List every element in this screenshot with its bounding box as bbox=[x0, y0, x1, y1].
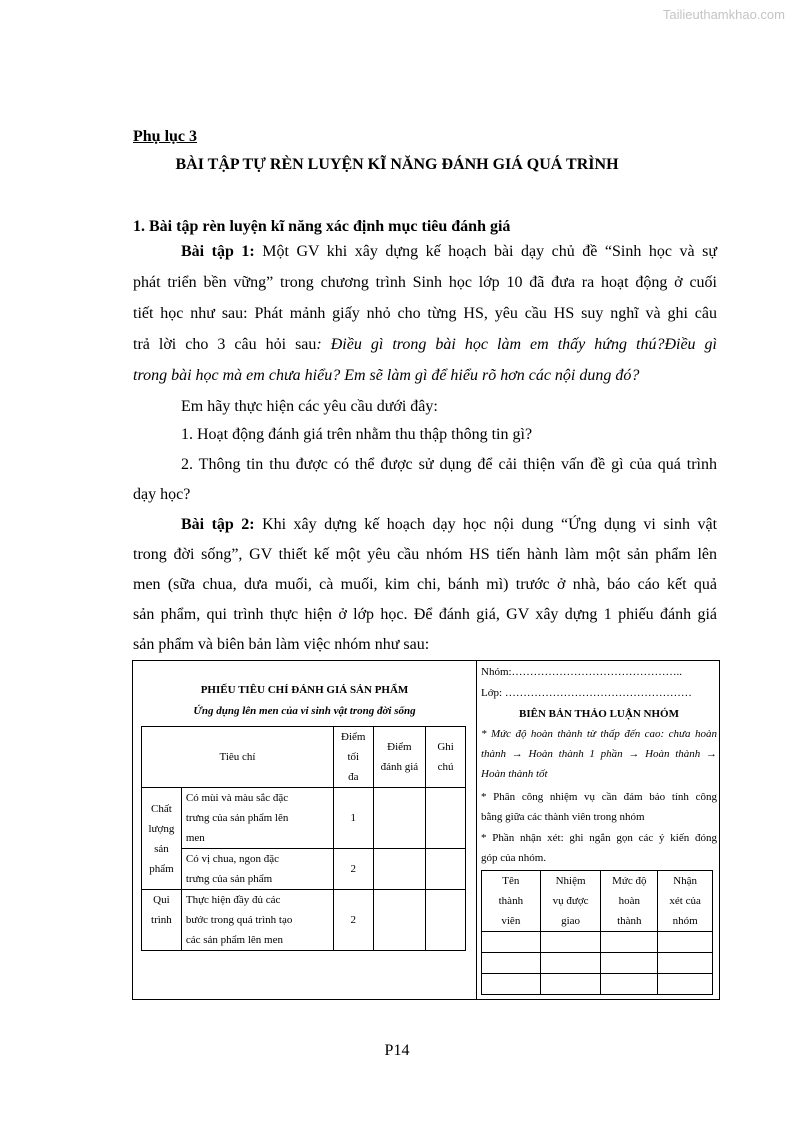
exercise2-line2: trong đời sống”, GV thiết kế một yêu cầu nhóm HS tiến hành làm một sản phẩm lên bbox=[133, 546, 717, 563]
exercise2-line4: sản phẩm, qui trình thực hiện ở lớp học. Để đánh giá, GV xây dựng 1 phiếu đánh giá bbox=[133, 606, 717, 623]
max-score-cell: 2 bbox=[333, 890, 373, 951]
header-criteria: Tiêu chí bbox=[142, 727, 334, 788]
table-row bbox=[482, 953, 713, 974]
score-cell bbox=[373, 849, 426, 890]
table-row bbox=[142, 890, 466, 951]
forms-divider bbox=[476, 661, 477, 999]
evaluation-table bbox=[141, 726, 466, 951]
table-header-row bbox=[142, 727, 466, 788]
header-score: Điểm đánh giá bbox=[373, 727, 426, 788]
table-row bbox=[482, 932, 713, 953]
completion-note: * Mức độ hoàn thành từ thấp đến cao: chưa hoàn thành → Hoàn thành 1 phần → Hoàn thành → Hoàn thành tốt bbox=[481, 728, 717, 780]
table-header-row bbox=[482, 871, 713, 932]
note-cell bbox=[426, 849, 466, 890]
score-cell bbox=[373, 788, 426, 849]
exercise2-label: Bài tập 2: bbox=[181, 516, 255, 533]
criterion-taste: Có vị chua, ngon đặc trưng của sản phẩm bbox=[181, 849, 333, 890]
group-quality: Chất lượng sản phẩm bbox=[142, 788, 182, 890]
forms-container bbox=[132, 660, 720, 1000]
table-row bbox=[142, 849, 466, 890]
exercise1-prompt: Em hãy thực hiện các yêu cầu dưới đây: bbox=[181, 398, 438, 415]
note-cell bbox=[426, 788, 466, 849]
exercise1-q2-line1: 2. Thông tin thu được có thể được sử dụng để cải thiện vấn đề gì của quá trình bbox=[181, 456, 717, 473]
exercise1-line5: trong bài học mà em chưa hiểu? Em sẽ làm gì để hiểu rõ hơn các nội dung đó? bbox=[133, 367, 640, 384]
comment-note: * Phần nhận xét: ghi ngắn gọn các ý kiến đóng góp của nhóm. bbox=[481, 832, 717, 864]
max-score-cell: 2 bbox=[333, 849, 373, 890]
exercise1-line3: tiết học như sau: Phát mảnh giấy nhỏ cho từng HS, yêu cầu HS suy nghĩ và ghi câu bbox=[133, 305, 717, 322]
exercise1-line4 bbox=[133, 336, 717, 354]
header-note: Ghi chú bbox=[426, 727, 466, 788]
exercise1-text: Một GV khi xây dựng kế hoạch bài dạy chủ đề “Sinh học và sự bbox=[254, 243, 718, 260]
table-row bbox=[482, 974, 713, 995]
exercise1-q1: 1. Hoạt động đánh giá trên nhằm thu thập thông tin gì? bbox=[181, 426, 533, 443]
section-heading: 1. Bài tập rèn luyện kĩ năng xác định mục tiêu đánh giá bbox=[133, 218, 511, 235]
appendix-label: Phụ lục 3 bbox=[133, 128, 198, 145]
minutes-table bbox=[481, 870, 713, 995]
exercise2-line5: sản phẩm và biên bản làm việc nhóm như sau: bbox=[133, 636, 430, 653]
evaluation-form-subtitle: Ứng dụng lên men của vi sinh vật trong đời sống bbox=[193, 705, 416, 717]
criterion-smell-color: Có mùi và màu sắc đặc trưng của sản phẩm lên men bbox=[181, 788, 333, 849]
exercise1-q2-line2: dạy học? bbox=[133, 486, 191, 503]
page-title: BÀI TẬP TỰ RÈN LUYỆN KĨ NĂNG ĐÁNH GIÁ QUÁ TRÌNH bbox=[175, 156, 619, 173]
header-max-score: Điểm tối đa bbox=[333, 727, 373, 788]
group-name-line: Nhóm:……………………………………….. bbox=[481, 666, 683, 678]
header-comment: Nhận xét của nhóm bbox=[658, 871, 713, 932]
header-member: Tên thành viên bbox=[482, 871, 541, 932]
assignment-note: * Phân công nhiệm vụ cần đảm bảo tính công bằng giữa các thành viên trong nhóm bbox=[481, 791, 717, 823]
page-number: P14 bbox=[384, 1042, 410, 1059]
exercise2-line1 bbox=[181, 516, 717, 534]
header-task: Nhiệm vụ được giao bbox=[540, 871, 601, 932]
exercise1-line1 bbox=[181, 243, 717, 261]
exercise1-line2: phát triển bền vững” trong chương trình Sinh học lớp 10 đã đưa ra hoạt động ở cuối bbox=[133, 274, 717, 291]
evaluation-form-title: PHIẾU TIÊU CHÍ ĐÁNH GIÁ SẢN PHẨM bbox=[200, 684, 409, 696]
exercise1-question: : Điều gì trong bài học làm em thấy hứng thú?Điều gì bbox=[316, 336, 717, 353]
header-completion: Mức độ hoàn thành bbox=[601, 871, 658, 932]
table-row bbox=[142, 788, 466, 849]
exercise2-line3: men (sữa chua, dưa muối, cà muối, kim chi, bánh mì) trước ở nhà, báo cáo kết quả bbox=[133, 576, 717, 593]
exercise1-line4-normal: trả lời cho 3 câu hỏi sau bbox=[133, 336, 317, 353]
minutes-title: BIÊN BẢN THẢO LUẬN NHÓM bbox=[519, 708, 679, 720]
exercise1-label: Bài tập 1: bbox=[181, 243, 255, 260]
watermark: Tailieuthamkhao.com bbox=[662, 7, 785, 22]
exercise2-text: Khi xây dựng kế hoạch dạy học nội dung “Ứng dụng vi sinh vật bbox=[254, 516, 718, 533]
criterion-steps: Thực hiện đầy đủ các bước trong quá trình tạo các sản phẩm lên men bbox=[181, 890, 333, 951]
note-cell bbox=[426, 890, 466, 951]
group-process: Qui trình bbox=[142, 890, 182, 951]
score-cell bbox=[373, 890, 426, 951]
class-line: Lớp: …………………………………………… bbox=[481, 687, 692, 699]
max-score-cell: 1 bbox=[333, 788, 373, 849]
